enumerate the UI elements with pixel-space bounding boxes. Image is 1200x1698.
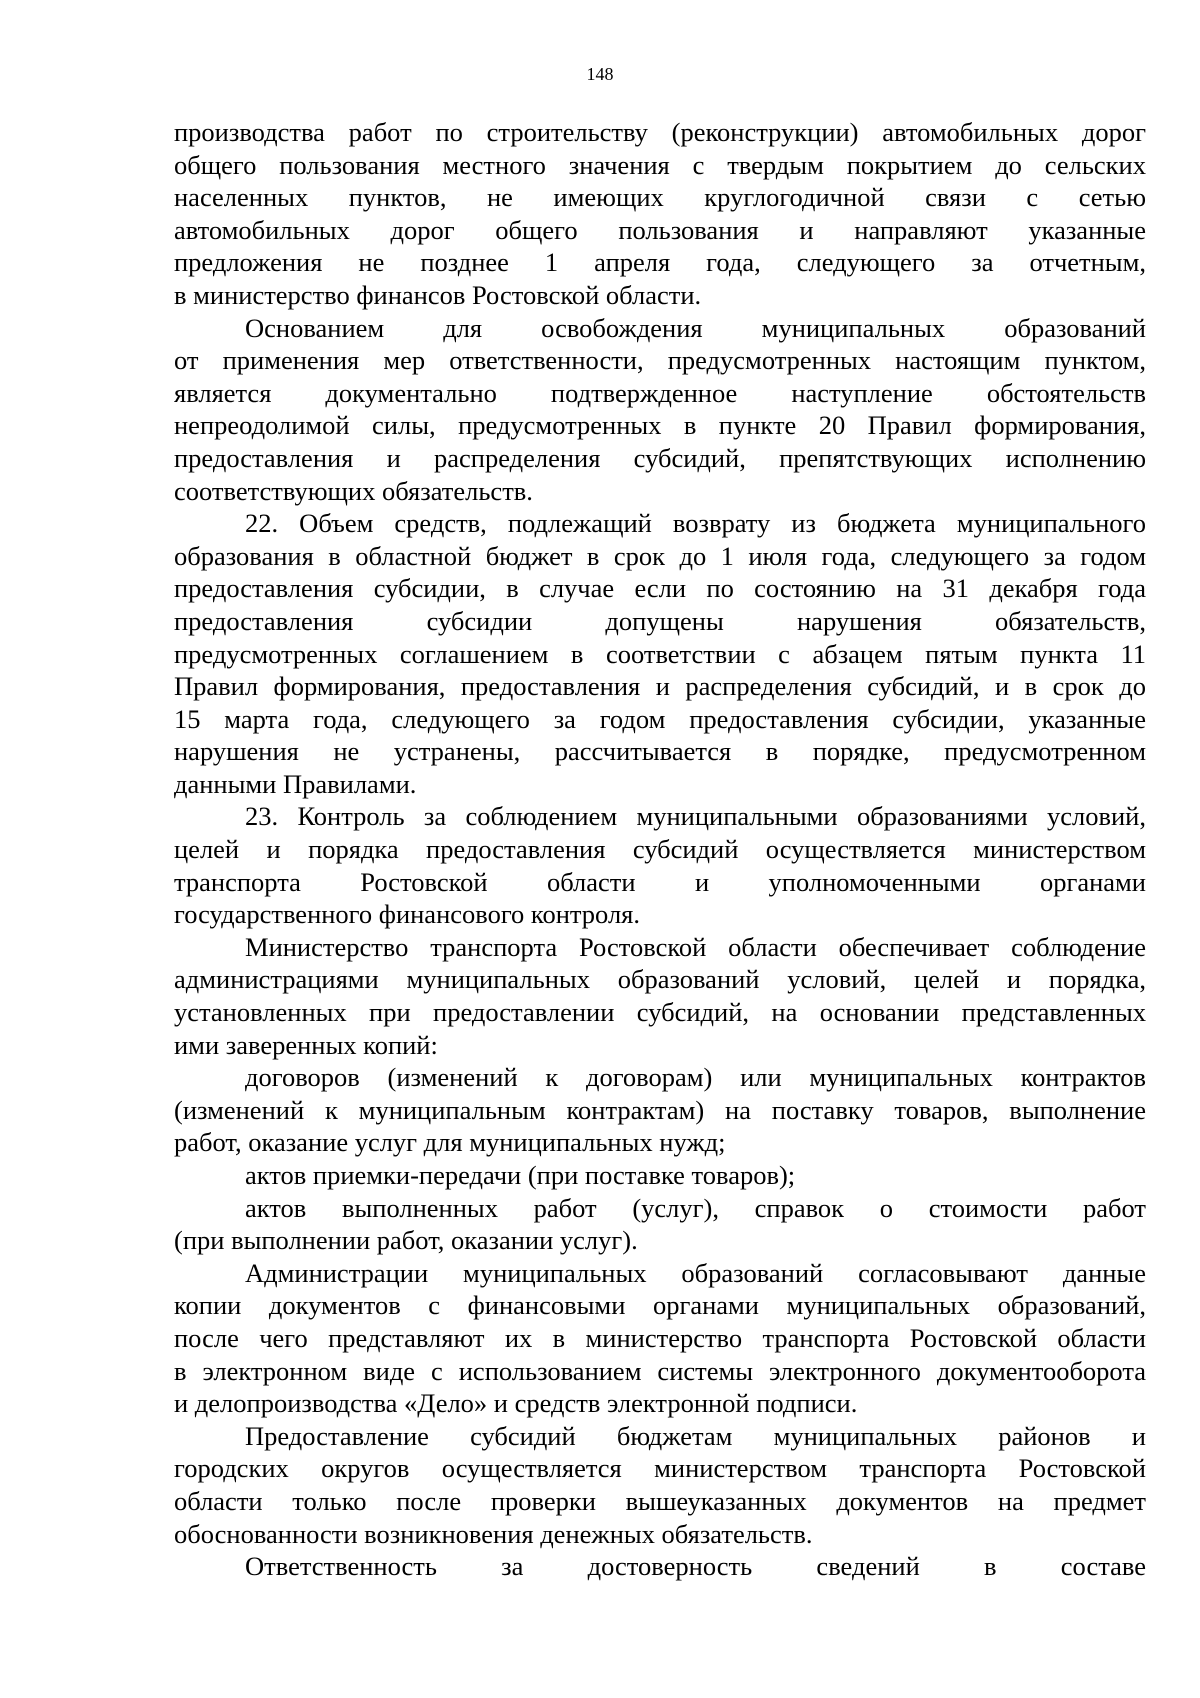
text-line: (при выполнении работ, оказании услуг). — [174, 1225, 638, 1256]
text-line: соответствующих обязательств. — [174, 475, 533, 506]
text-line: городских округов осуществляется министерством транспорта Ростовской — [174, 1453, 1146, 1484]
paragraph-first-line: Администрации муниципальных образований согласовывают данные — [245, 1257, 1146, 1288]
text-line: работ, оказание услуг для муниципальных нужд; — [174, 1127, 726, 1158]
paragraph-first-line: договоров (изменений к договорам) или муниципальных контрактов — [245, 1062, 1146, 1093]
text-line: после чего представляют их в министерство транспорта Ростовской области — [174, 1322, 1146, 1353]
text-line: данными Правилами. — [174, 768, 417, 799]
text-line: установленных при предоставлении субсидий, на основании представленных — [174, 997, 1146, 1028]
text-line: 15 марта года, следующего за годом предоставления субсидии, указанные — [174, 703, 1146, 734]
text-line: предложения не позднее 1 апреля года, следующего за отчетным, — [174, 247, 1146, 278]
text-line: копии документов с финансовыми органами муниципальных образований, — [174, 1290, 1146, 1321]
text-line: автомобильных дорог общего пользования и направляют указанные — [174, 214, 1146, 245]
paragraph-first-line: 23. Контроль за соблюдением муниципальными образованиями условий, — [245, 801, 1146, 832]
paragraph-first-line: актов приемки-передачи (при поставке товаров); — [245, 1160, 796, 1190]
text-line: государственного финансового контроля. — [174, 899, 640, 930]
text-line: непреодолимой силы, предусмотренных в пункте 20 Правил формирования, — [174, 410, 1146, 441]
text-line: нарушения не устранены, рассчитывается в порядке, предусмотренном — [174, 736, 1146, 767]
page-number: 148 — [586, 64, 614, 84]
text-line: предоставления субсидии, в случае если по состоянию на 31 декабря года — [174, 573, 1146, 604]
paragraph-first-line: 22. Объем средств, подлежащий возврату из бюджета муниципального — [245, 508, 1146, 539]
text-line: предоставления и распределения субсидий, препятствующих исполнению — [174, 442, 1146, 473]
text-line: в министерство финансов Ростовской области. — [174, 279, 702, 310]
paragraph-first-line: актов выполненных работ (услуг), справок о стоимости работ — [245, 1192, 1146, 1223]
text-line: целей и порядка предоставления субсидий осуществляется министерством — [174, 834, 1146, 865]
document-body — [174, 116, 1146, 1583]
text-line: обоснованности возникновения денежных обязательств. — [174, 1518, 813, 1549]
paragraph-first-line: Министерство транспорта Ростовской области обеспечивает соблюдение — [245, 931, 1146, 962]
paragraph-first-line: Основанием для освобождения муниципальных образований — [245, 312, 1146, 343]
text-line: (изменений к муниципальным контрактам) на поставку товаров, выполнение — [174, 1094, 1146, 1125]
text-line: транспорта Ростовской области и уполномоченными органами — [174, 866, 1146, 897]
text-line: населенных пунктов, не имеющих круглогодичной связи с сетью — [174, 182, 1146, 213]
text-line: предоставления субсидии допущены нарушения обязательств, — [174, 605, 1146, 636]
text-line: в электронном виде с использованием системы электронного документооборота — [174, 1355, 1146, 1386]
text-line: общего пользования местного значения с твердым покрытием до сельских — [174, 149, 1146, 180]
text-line: предусмотренных соглашением в соответствии с абзацем пятым пункта 11 — [174, 638, 1146, 669]
text-line: ими заверенных копий: — [174, 1029, 438, 1060]
text-line: от применения мер ответственности, предусмотренных настоящим пунктом, — [174, 345, 1146, 376]
text-line: и делопроизводства «Дело» и средств электронной подписи. — [174, 1388, 858, 1419]
text-line: области только после проверки вышеуказанных документов на предмет — [174, 1485, 1146, 1516]
text-line: является документально подтвержденное наступление обстоятельств — [174, 377, 1146, 408]
text-line: образования в областной бюджет в срок до 1 июля года, следующего за годом — [174, 540, 1146, 571]
paragraph-first-line: Предоставление субсидий бюджетам муниципальных районов и — [245, 1420, 1146, 1451]
text-line: Правил формирования, предоставления и распределения субсидий, и в срок до — [174, 671, 1146, 702]
text-line: администрациями муниципальных образований условий, целей и порядка, — [174, 964, 1146, 995]
text-line: производства работ по строительству (реконструкции) автомобильных дорог — [174, 117, 1146, 147]
paragraph-first-line: Ответственность за достоверность сведений в составе — [245, 1551, 1146, 1582]
